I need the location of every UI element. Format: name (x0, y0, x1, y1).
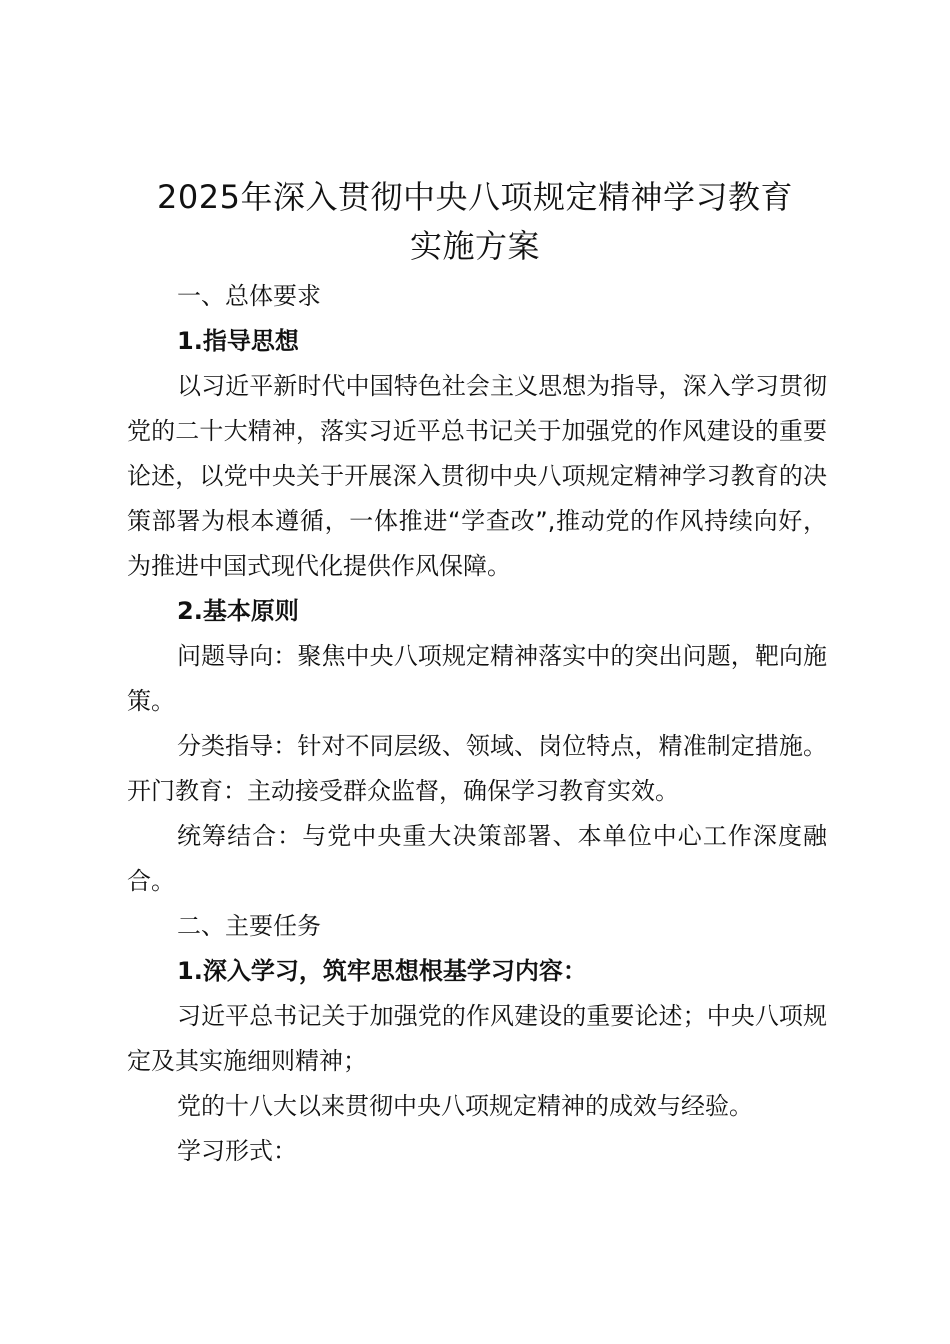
paragraph-study-content-2: 党的十八大以来贯彻中央八项规定精神的成效与经验。 (177, 1092, 753, 1120)
heading-main-tasks: 二、主要任务 (177, 912, 321, 940)
document-title-line1: 2025年深入贯彻中央八项规定精神学习教育 (157, 178, 793, 216)
paragraph-overall-coordination: 统筹结合：与党中央重大决策部署、本单位中心工作深度融合。 (127, 822, 827, 895)
paragraph-classified-guidance: 分类指导：针对不同层级、领域、岗位特点，精准制定措施。开门教育：主动接受群众监督，确保学习教育实效。 (127, 732, 827, 805)
subheading-guiding-ideology: 1.指导思想 (177, 327, 299, 355)
document-body (127, 274, 827, 1174)
paragraph-study-form: 学习形式： (177, 1137, 297, 1165)
paragraph-guiding-ideology: 以习近平新时代中国特色社会主义思想为指导，深入学习贯彻党的二十大精神，落实习近平总书记关于加强党的作风建设的重要论述，以党中央关于开展深入贯彻中央八项规定精神学习教育的决策部署为根本遵循，一体推进“学查改”,推动党的作风持续向好，为推进中国式现代化提供作风保障。 (127, 372, 827, 580)
paragraph-study-content-1: 习近平总书记关于加强党的作风建设的重要论述；中央八项规定及其实施细则精神； (127, 1002, 827, 1075)
paragraph-problem-oriented: 问题导向：聚焦中央八项规定精神落实中的突出问题，靶向施策。 (127, 642, 827, 715)
subheading-deep-study: 1.深入学习，筑牢思想根基学习内容： (177, 957, 587, 985)
heading-general-requirements: 一、总体要求 (177, 282, 321, 310)
subheading-basic-principles: 2.基本原则 (177, 597, 299, 625)
document-title-line2: 实施方案 (409, 227, 540, 265)
